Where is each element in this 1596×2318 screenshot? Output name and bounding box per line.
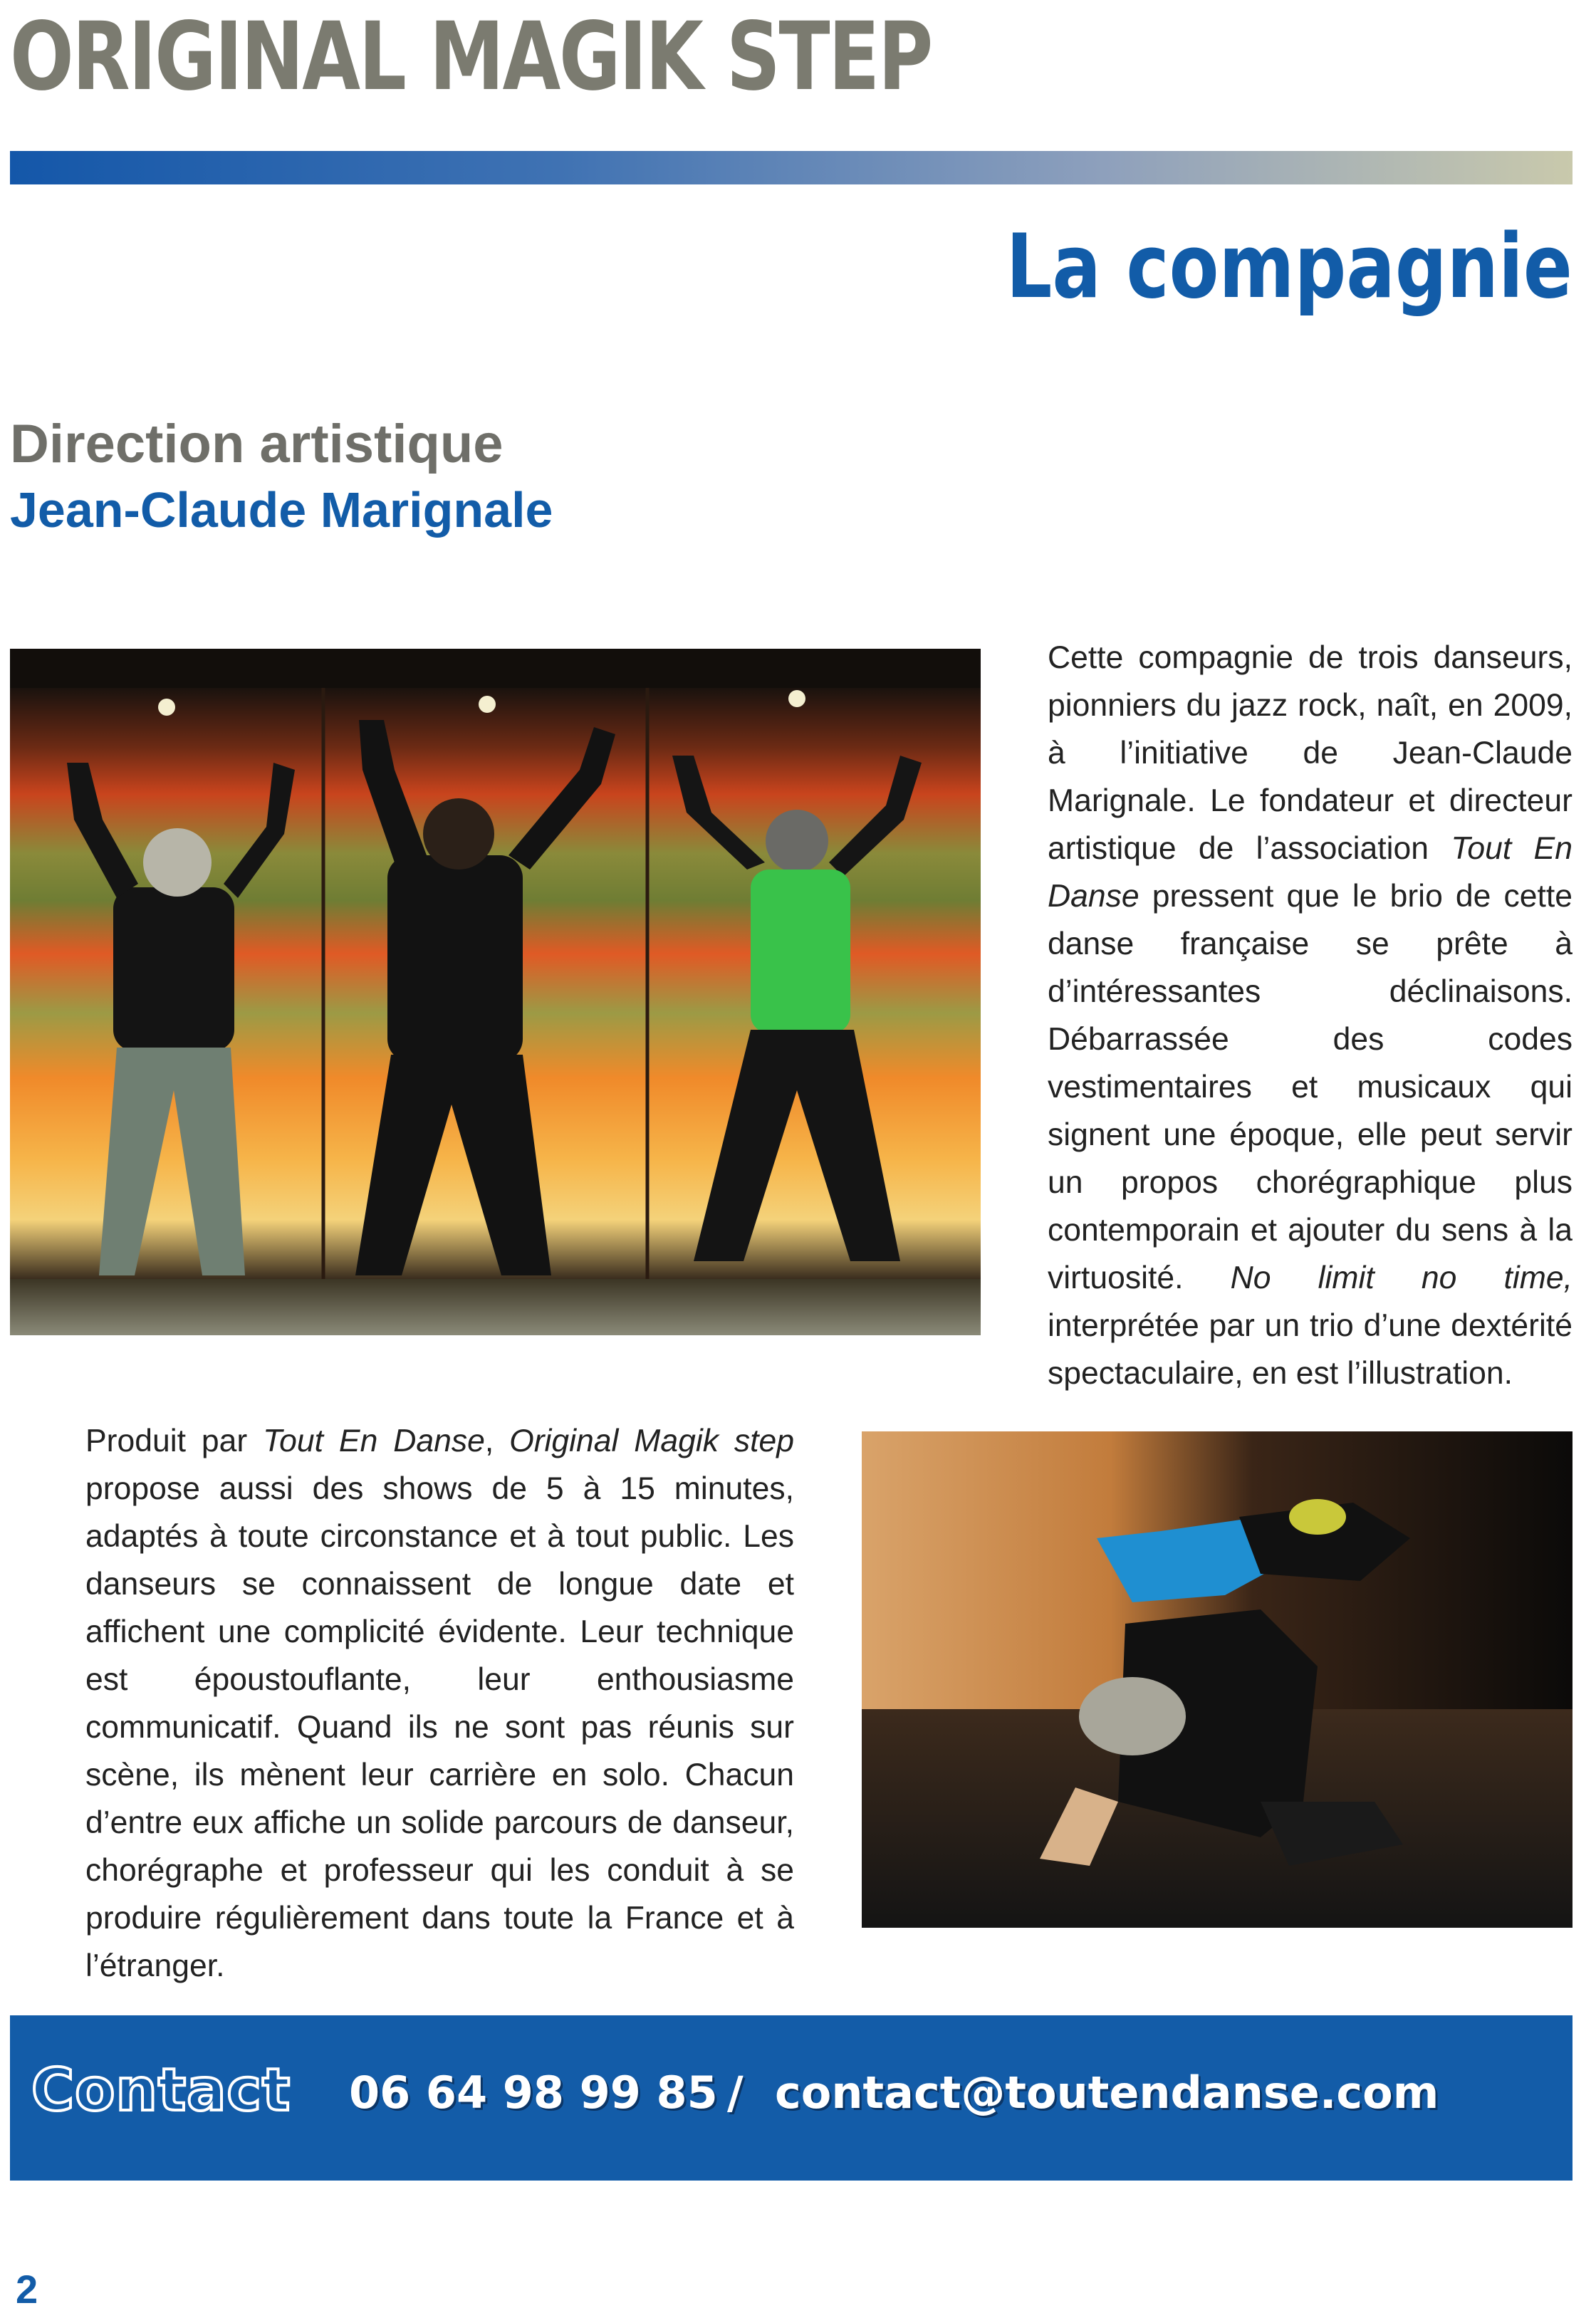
- association-name: Tout En Danse: [263, 1424, 485, 1458]
- section-title: La compagnie: [1006, 216, 1572, 318]
- company-intro-paragraph: Cette compagnie de trois danseurs, pionniers du jazz rock, naît, en 2009, à l’initiative de Jean-Claude Marignale. Le fondateur et directeur artistique de l’association Tout En Danse pressent que le brio de cette danse française se prête à d’intéressantes déclinaisons. Débarrassée des codes vestimentaires et musicaux qui signent une époque, elle peut servir un propos chorégraphique plus contemporain et ajouter du sens à la virtuosité. No limit no time, interprétée par un trio d’une dextérité spectaculaire, en est l’illustration.: [1048, 640, 1572, 1391]
- contact-separator: /: [727, 2067, 744, 2119]
- direction-label: Direction artistique: [10, 414, 504, 474]
- contact-email-link[interactable]: contact@toutendanse.com: [775, 2067, 1439, 2119]
- show-title: No limit no time,: [1230, 1260, 1572, 1295]
- director-name: Jean-Claude Marignale: [10, 482, 553, 538]
- header-gradient-bar: [10, 151, 1572, 184]
- company-shows-paragraph: Produit par Tout En Danse, Original Magik step propose aussi des shows de 5 à 15 minutes, adaptés à toute circonstance et à tout public. Les danseurs se connaissent de longue date et affichent une complicité évidente. Leur technique est époustouflante, leur enthousiasme communicatif. Quand ils ne sont pas réunis sur scène, ils mènent leur carrière en solo. Chacun d’entre eux affiche un solide parcours de danseur, chorégraphe et professeur qui les conduit à se produire régulièrement dans toute la France et à l’étranger.: [85, 1424, 794, 1983]
- dancers-wall-photo: [10, 649, 981, 1335]
- page-number: 2: [16, 2267, 38, 2312]
- contact-bar: [10, 2015, 1572, 2181]
- contact-label: Contact: [31, 2057, 291, 2124]
- company-name: Original Magik step: [509, 1424, 794, 1458]
- brand-title: ORIGINAL MAGIK STEP: [10, 2, 932, 112]
- association-name: Tout En Danse: [1048, 831, 1572, 914]
- contact-phone[interactable]: 06 64 98 99 85: [349, 2067, 718, 2119]
- dancers-floor-photo: [862, 1431, 1572, 1928]
